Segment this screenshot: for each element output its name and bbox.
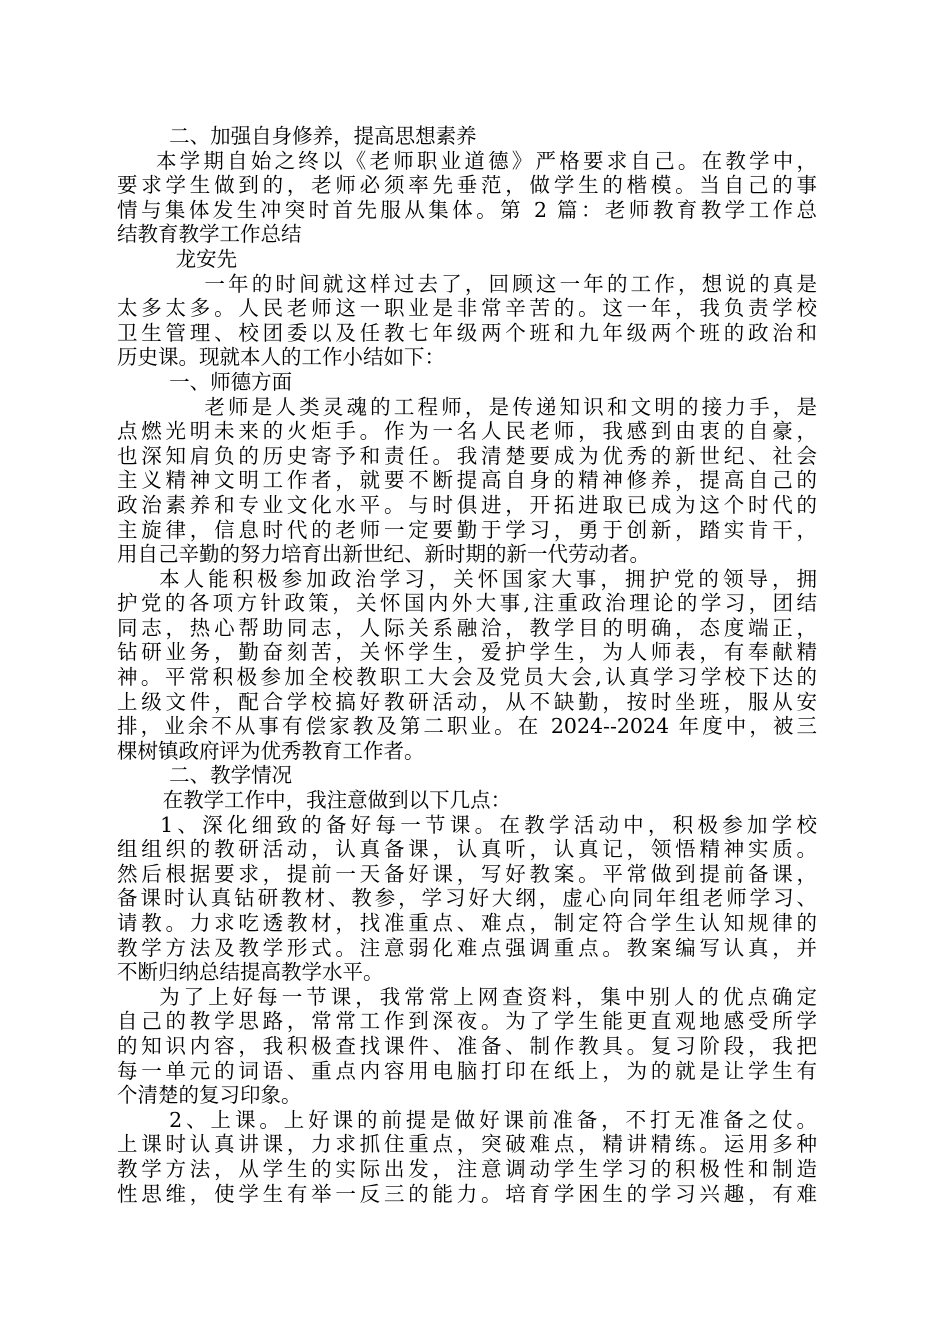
text-line: 要求学生做到的，老师必须率先垂范，做学生的楷模。当自己的事: [117, 173, 817, 198]
text-line: 太多太多。人民老师这一职业是非常辛苦的。这一年，我负责学校: [117, 296, 817, 321]
document-body: [117, 124, 817, 1206]
text-line: 教学方法，从学生的实际出发，注意调动学生学习的积极性和制造: [117, 1156, 817, 1181]
text-line: 的知识内容，我积极查找课件、准备、制作教具。复习阶段，我把: [117, 1033, 817, 1058]
text-line: 点燃光明未来的火炬手。作为一名人民老师，我感到由衷的自豪，: [117, 419, 817, 444]
text-line: 组组织的教研活动，认真备课，认真听，认真记，领悟精神实质。: [117, 837, 817, 862]
text-line: 自己的教学思路，常常工作到深夜。为了学生能更直观地感受所学: [117, 1009, 817, 1034]
text-line: 神。平常积极参加全校教职工大会及党员大会,认真学习学校下达的: [117, 665, 817, 690]
text-line: 主义精神文明工作者，就要不断提高自身的精神修养，提高自己的: [117, 468, 817, 493]
text-line: 历史课。现就本人的工作小结如下：: [117, 345, 445, 370]
text-line: 性思维，使学生有举一反三的能力。培育学困生的学习兴趣，有难: [117, 1181, 817, 1206]
text-line: 结教育教学工作总结: [117, 222, 302, 247]
text-line: 二、加强自身修养，提高思想素养: [117, 124, 477, 148]
text-line: 上级文件，配合学校搞好教研活动，从不缺勤，按时坐班，服从安: [117, 689, 817, 714]
text-line: 也深知肩负的历史寄予和责任。我清楚要成为优秀的新世纪、社会: [117, 443, 817, 468]
text-line: 请教。力求吃透教材，找准重点、难点，制定符合学生认知规律的: [117, 911, 817, 935]
text-line: 用自己辛勤的努力培育出新世纪、新时期的新一代劳动者。: [117, 542, 650, 567]
text-line: 情与集体发生冲突时首先服从集体。第 2 篇：老师教育教学工作总: [117, 197, 817, 222]
text-line: 2、上课。上好课的前提是做好课前准备，不打无准备之仗。: [117, 1107, 817, 1132]
text-line: 一年的时间就这样过去了，回顾这一年的工作，想说的真是: [117, 271, 817, 296]
text-line: 备课时认真钻研教材、教参，学习好大纲，虚心向同年组老师学习、: [117, 886, 817, 911]
text-line: 不断归纳总结提高教学水平。: [117, 960, 384, 985]
text-line: 二、教学情况: [117, 763, 293, 788]
text-line: 同志，热心帮助同志，人际关系融洽，教学目的明确，态度端正，: [117, 615, 817, 640]
text-line: 教学方法及教学形式。注意弱化难点强调重点。教案编写认真，并: [117, 935, 817, 960]
text-line: 本人能积极参加政治学习，关怀国家大事，拥护党的领导，拥: [117, 566, 817, 591]
text-line: 每一单元的词语、重点内容用电脑打印在纸上，为的就是让学生有: [117, 1058, 817, 1083]
text-line: 棵树镇政府评为优秀教育工作者。: [117, 738, 425, 763]
text-line: 然后根据要求，提前一天备好课，写好教案。平常做到提前备课，: [117, 861, 817, 886]
text-line: 排，业余不从事有偿家教及第二职业。在 2024--2024 年度中，被三: [117, 714, 817, 739]
text-line: 护党的各项方针政策，关怀国内外大事,注重政治理论的学习，团结: [117, 591, 817, 616]
text-line: 上课时认真讲课，力求抓住重点，突破难点，精讲精练。运用多种: [117, 1132, 817, 1157]
text-line: 政治素养和专业文化水平。与时俱进，开拓进取已成为这个时代的: [117, 492, 817, 517]
text-line: 本学期自始之终以《老师职业道德》严格要求自己。在教学中，: [117, 148, 817, 173]
text-line: 卫生管理、校团委以及任教七年级两个班和九年级两个班的政治和: [117, 320, 817, 345]
text-line: 1、深化细致的备好每一节课。在教学活动中，积极参加学校: [117, 812, 817, 837]
text-line: 老师是人类灵魂的工程师，是传递知识和文明的接力手，是: [117, 394, 817, 419]
text-line: 一、师德方面: [117, 369, 293, 394]
text-line: 主旋律，信息时代的老师一定要勤于学习，勇于创新，踏实肯干，: [117, 517, 817, 542]
text-line: 为了上好每一节课，我常常上网查资料，集中别人的优点确定: [117, 984, 817, 1009]
text-line: 个清楚的复习印象。: [117, 1083, 302, 1108]
text-line: 龙安先: [117, 246, 238, 271]
text-line: 在教学工作中，我注意做到以下几点：: [117, 788, 512, 813]
text-line: 钻研业务，勤奋刻苦，关怀学生，爱护学生，为人师表，有奉献精: [117, 640, 817, 665]
